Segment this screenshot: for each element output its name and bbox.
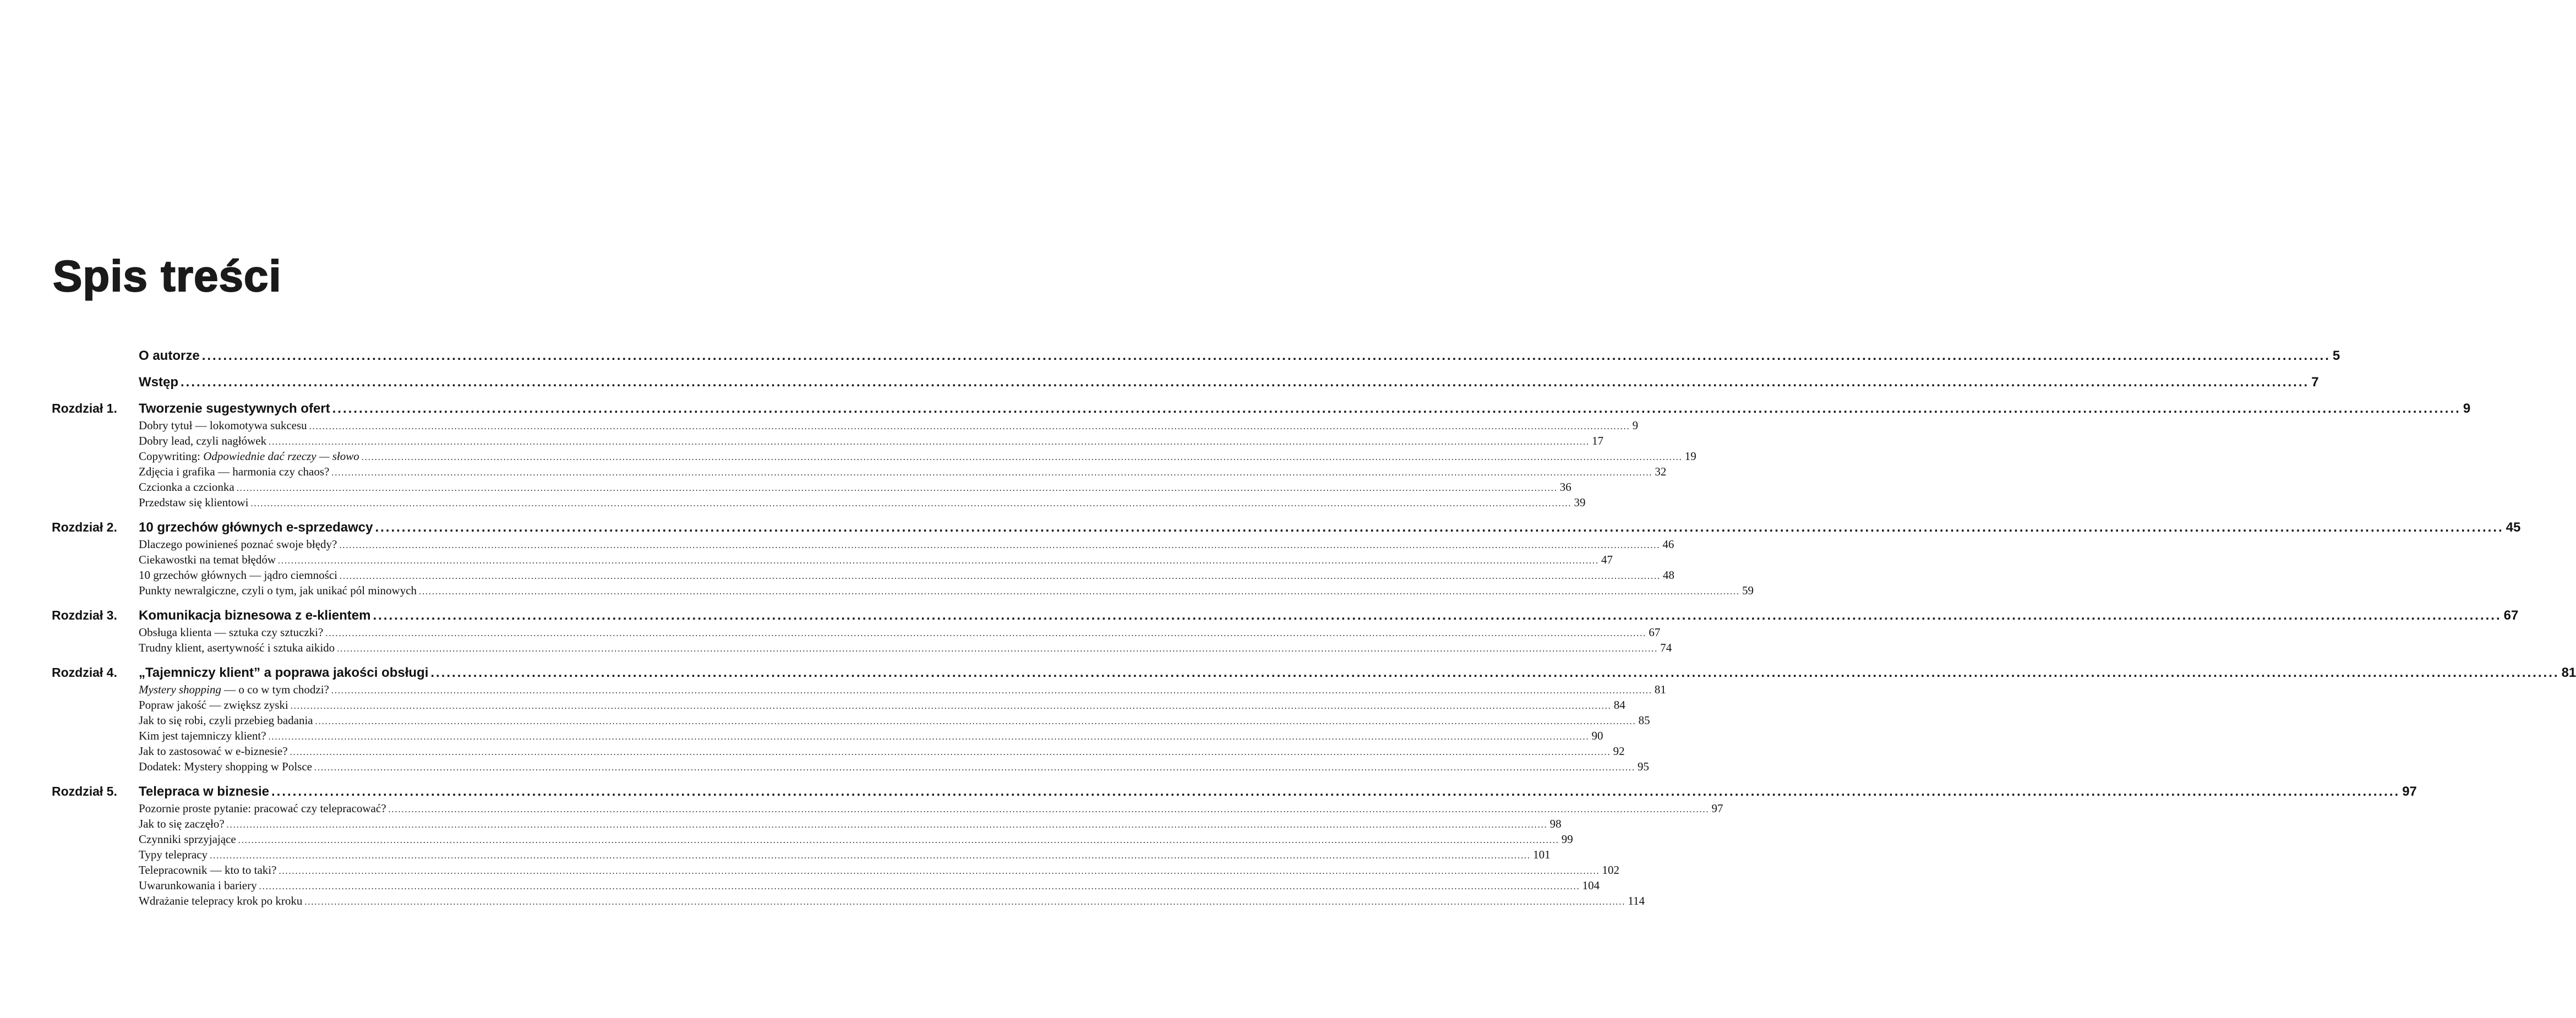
section-entry[interactable] [52,713,1650,729]
toc-entry-title: O autorze [139,348,200,363]
section-title-part: Dobry lead, czyli nagłówek [139,434,267,447]
chapter-block [52,399,2471,511]
dot-leader: ................................................................................................................................................................................................................................................................................................................................................................................................................ [331,686,1652,696]
chapter-entry[interactable] [52,518,2521,537]
section-entry[interactable] [52,480,1571,495]
section-entry[interactable] [52,495,1586,511]
chapter-label: Rozdział 5. [52,784,117,798]
dot-leader: ................................................................................................................................................................................................................................................................................................................................................................................................................ [332,401,2461,416]
dot-leader: ................................................................................................................................................................................................................................................................................................................................................................................................................ [210,851,1531,861]
section-title [139,419,307,433]
dot-leader: ................................................................................................................................................................................................................................................................................................................................................................................................................ [375,520,2504,535]
section-title [139,745,288,758]
section-title [139,848,208,862]
section-entry[interactable] [52,878,1600,894]
section-title [139,568,337,582]
section-page: 48 [1662,568,1674,582]
section-title-part: Przedstaw się klientowi [139,496,249,509]
toc-line [139,520,2521,535]
dot-leader: ................................................................................................................................................................................................................................................................................................................................................................................................................ [304,897,1626,907]
chapter-title: Tworzenie sugestywnych ofert [139,401,330,416]
section-page: 19 [1684,450,1696,463]
toc-line [139,626,1661,639]
section-title-part: Dobry tytuł — lokomotywa sukcesu [139,419,307,432]
section-page: 90 [1591,729,1603,742]
dot-leader: ................................................................................................................................................................................................................................................................................................................................................................................................................ [419,587,1740,596]
section-entry[interactable] [52,729,1603,744]
chapter-page: 81 [2561,665,2576,680]
dot-leader: ................................................................................................................................................................................................................................................................................................................................................................................................................ [314,763,1635,773]
section-page: 85 [1638,714,1650,727]
toc-line [139,698,1625,712]
section-entry[interactable] [52,894,1645,909]
section-title [139,714,313,727]
section-page: 97 [1711,802,1723,815]
dot-leader: ................................................................................................................................................................................................................................................................................................................................................................................................................ [250,499,1572,508]
dot-leader: ................................................................................................................................................................................................................................................................................................................................................................................................................ [268,732,1590,742]
section-page: 114 [1628,894,1645,907]
chapter-entry[interactable] [52,782,2417,801]
section-title-part: Punkty newralgiczne, czyli o tym, jak unikać pól minowych [139,584,417,597]
dot-leader: ................................................................................................................................................................................................................................................................................................................................................................................................................ [201,348,2331,363]
dot-leader: ................................................................................................................................................................................................................................................................................................................................................................................................................ [259,882,1580,891]
section-page: 59 [1742,584,1754,597]
toc-line [139,480,1571,494]
chapter-title: Komunikacja biznesowa z e-klientem [139,608,371,623]
section-entry[interactable] [52,464,1667,480]
toc-line [139,553,1613,567]
toc-line [139,419,1639,433]
section-title-part: Czynniki sprzyjające [139,833,236,846]
dot-leader: ................................................................................................................................................................................................................................................................................................................................................................................................................ [337,644,1658,654]
toc-entry-page: 7 [2311,375,2319,390]
section-page: 47 [1601,553,1613,566]
section-title-part: Mystery shopping [139,683,221,696]
toc-line [139,348,2340,364]
chapter-label: Rozdział 1. [52,401,117,415]
section-title-part: Dlaczego powinieneś poznać swoje błędy? [139,538,337,551]
dot-leader: ................................................................................................................................................................................................................................................................................................................................................................................................................ [339,541,1661,550]
section-page: 101 [1533,848,1551,861]
toc-line [139,683,1666,697]
section-title-part: Wdrażanie telepracy krok po kroku [139,894,303,907]
section-title [139,538,337,551]
dot-leader: ................................................................................................................................................................................................................................................................................................................................................................................................................ [388,805,1710,814]
section-entry[interactable] [52,537,1674,552]
toc-line [139,879,1600,893]
section-page: 84 [1613,698,1625,711]
section-page: 95 [1637,760,1649,773]
dot-leader: ................................................................................................................................................................................................................................................................................................................................................................................................................ [325,629,1647,638]
dot-leader: ................................................................................................................................................................................................................................................................................................................................................................................................................ [315,717,1636,726]
section-title-part: Typy telepracy [139,848,208,861]
section-page: 46 [1662,538,1674,551]
toc-entry-title: Wstęp [139,375,178,390]
section-page: 36 [1559,480,1571,494]
chapter-page: 97 [2402,784,2417,799]
chapter-label: Rozdział 2. [52,520,117,534]
dot-leader: ................................................................................................................................................................................................................................................................................................................................................................................................................ [181,375,2310,390]
section-entry[interactable] [52,863,1619,878]
section-entry[interactable] [52,625,1661,641]
section-title [139,465,329,479]
dot-leader: ................................................................................................................................................................................................................................................................................................................................................................................................................ [290,702,1612,711]
section-title-part: Ciekawostki na temat błędów [139,553,276,566]
section-title-part: Czcionka a czcionka [139,480,234,494]
section-entry[interactable] [52,744,1625,759]
section-title-part: Pozornie proste pytanie: pracować czy telepracować? [139,802,386,815]
chapter-entry[interactable] [52,606,2519,625]
section-entry[interactable] [52,552,1613,568]
section-entry[interactable] [52,817,1562,832]
toc-line [139,817,1562,831]
section-title [139,553,276,567]
section-entry[interactable] [52,698,1625,713]
section-title-part: Jak to się zaczęło? [139,817,225,830]
section-title-part: Kim jest tajemniczy klient? [139,729,266,742]
section-title-part: 10 grzechów głównych — jądro ciemności [139,568,337,582]
toc-line [139,608,2519,623]
section-title [139,434,266,448]
section-page: 98 [1549,817,1562,830]
chapter-title: Telepraca w biznesie [139,784,269,799]
section-title-part: Uwarunkowania i bariery [139,879,257,892]
toc-line [139,375,2319,390]
section-title-part: Copywriting: [139,450,204,463]
section-page: 67 [1649,626,1661,639]
dot-leader: ................................................................................................................................................................................................................................................................................................................................................................................................................ [226,820,1548,830]
toc-line [139,833,1573,846]
toc-line [139,584,1754,598]
toc-entry-introduction[interactable] [52,365,2319,392]
section-title-part: Telepracownik — kto to taki? [139,863,277,877]
dot-leader: ................................................................................................................................................................................................................................................................................................................................................................................................................ [430,665,2559,680]
section-title [139,450,359,463]
table-of-contents [52,339,2576,909]
section-title [139,584,417,598]
chapter-block [52,606,2519,656]
section-title [139,626,323,639]
dot-leader: ................................................................................................................................................................................................................................................................................................................................................................................................................ [309,422,1630,431]
section-title-part: Odpowiednie dać rzeczy — słowo [203,450,359,463]
chapter-title: „Tajemniczy klient” a poprawa jakości obsługi [139,665,429,680]
chapter-block [52,782,2417,909]
section-title [139,729,266,743]
section-page: 99 [1561,833,1573,846]
section-title-part: Obsługa klienta — sztuka czy sztuczki? [139,626,324,639]
section-title-part: Zdjęcia i grafika — harmonia czy chaos? [139,465,330,478]
section-title [139,683,329,697]
toc-line [139,434,1604,448]
section-entry[interactable] [52,434,1604,449]
section-title-part: — o co w tym chodzi? [221,683,329,696]
section-page: 92 [1613,745,1625,758]
section-page: 102 [1602,863,1619,877]
section-title [139,894,302,908]
dot-leader: ................................................................................................................................................................................................................................................................................................................................................................................................................ [331,468,1653,478]
dot-leader: ................................................................................................................................................................................................................................................................................................................................................................................................................ [236,484,1558,493]
toc-line [139,894,1645,908]
dot-leader: ................................................................................................................................................................................................................................................................................................................................................................................................................ [361,453,1683,462]
toc-line [139,641,1672,655]
toc-line [139,401,2471,417]
chapter-page: 45 [2506,520,2521,535]
toc-line [139,568,1674,582]
toc-line [139,802,1723,816]
toc-line [139,714,1650,727]
dot-leader: ................................................................................................................................................................................................................................................................................................................................................................................................................ [290,748,1611,757]
section-title [139,863,276,877]
section-page: 17 [1592,434,1604,447]
chapter-list [52,399,2576,909]
section-title [139,496,248,510]
chapter-entry[interactable] [52,664,2576,682]
chapter-entry[interactable] [52,399,2471,418]
dot-leader: ................................................................................................................................................................................................................................................................................................................................................................................................................ [269,437,1590,447]
chapter-label: Rozdział 3. [52,608,117,622]
toc-line [139,784,2417,800]
section-entry[interactable] [52,418,1639,434]
dot-leader: ................................................................................................................................................................................................................................................................................................................................................................................................................ [373,608,2502,623]
section-title [139,760,312,774]
section-title [139,802,386,816]
section-title [139,641,335,655]
dot-leader: ................................................................................................................................................................................................................................................................................................................................................................................................................ [271,784,2400,799]
dot-leader: ................................................................................................................................................................................................................................................................................................................................................................................................................ [278,556,1600,566]
toc-line [139,450,1696,463]
section-entry[interactable] [52,832,1573,847]
section-title-part: Dodatek: Mystery shopping w Polsce [139,760,312,773]
section-page: 74 [1660,641,1672,654]
section-page: 9 [1632,419,1639,432]
section-page: 81 [1654,683,1666,696]
section-page: 104 [1582,879,1600,892]
toc-entry-page: 5 [2332,348,2340,363]
chapter-page: 67 [2503,608,2519,623]
toc-line [139,496,1586,510]
section-entry[interactable] [52,682,1666,698]
chapter-page: 9 [2463,401,2471,416]
dot-leader: ................................................................................................................................................................................................................................................................................................................................................................................................................ [238,836,1559,845]
section-title-part: Jak to zastosować w e-biznesie? [139,745,288,758]
section-title [139,480,234,494]
toc-line [139,538,1674,551]
section-page: 32 [1655,465,1667,478]
chapter-block [52,664,2576,775]
section-entry[interactable] [52,759,1649,775]
section-entry[interactable] [52,801,1723,817]
section-title [139,817,225,831]
toc-line [139,665,2576,681]
section-entry[interactable] [52,847,1551,863]
toc-line [139,745,1625,758]
section-title [139,879,257,893]
dot-leader: ................................................................................................................................................................................................................................................................................................................................................................................................................ [339,572,1661,581]
section-entry[interactable] [52,449,1696,464]
section-entry[interactable] [52,583,1754,599]
chapter-label: Rozdział 4. [52,665,117,680]
toc-line [139,863,1619,877]
section-entry[interactable] [52,568,1674,583]
chapter-block [52,518,2521,599]
section-title-part: Jak to się robi, czyli przebieg badania [139,714,313,727]
toc-line [139,760,1649,774]
toc-line [139,848,1551,862]
section-page: 39 [1574,496,1586,509]
toc-entry-author[interactable] [52,339,2340,365]
toc-line [139,729,1603,743]
chapter-title: 10 grzechów głównych e-sprzedawcy [139,520,373,535]
section-title [139,833,236,846]
section-entry[interactable] [52,641,1672,656]
page-title: Spis treści [53,251,282,300]
section-title [139,698,288,712]
toc-line [139,465,1667,479]
section-title-part: Popraw jakość — zwiększ zyski [139,698,288,711]
section-title-part: Trudny klient, asertywność i sztuka aikido [139,641,335,654]
dot-leader: ................................................................................................................................................................................................................................................................................................................................................................................................................ [279,867,1600,876]
